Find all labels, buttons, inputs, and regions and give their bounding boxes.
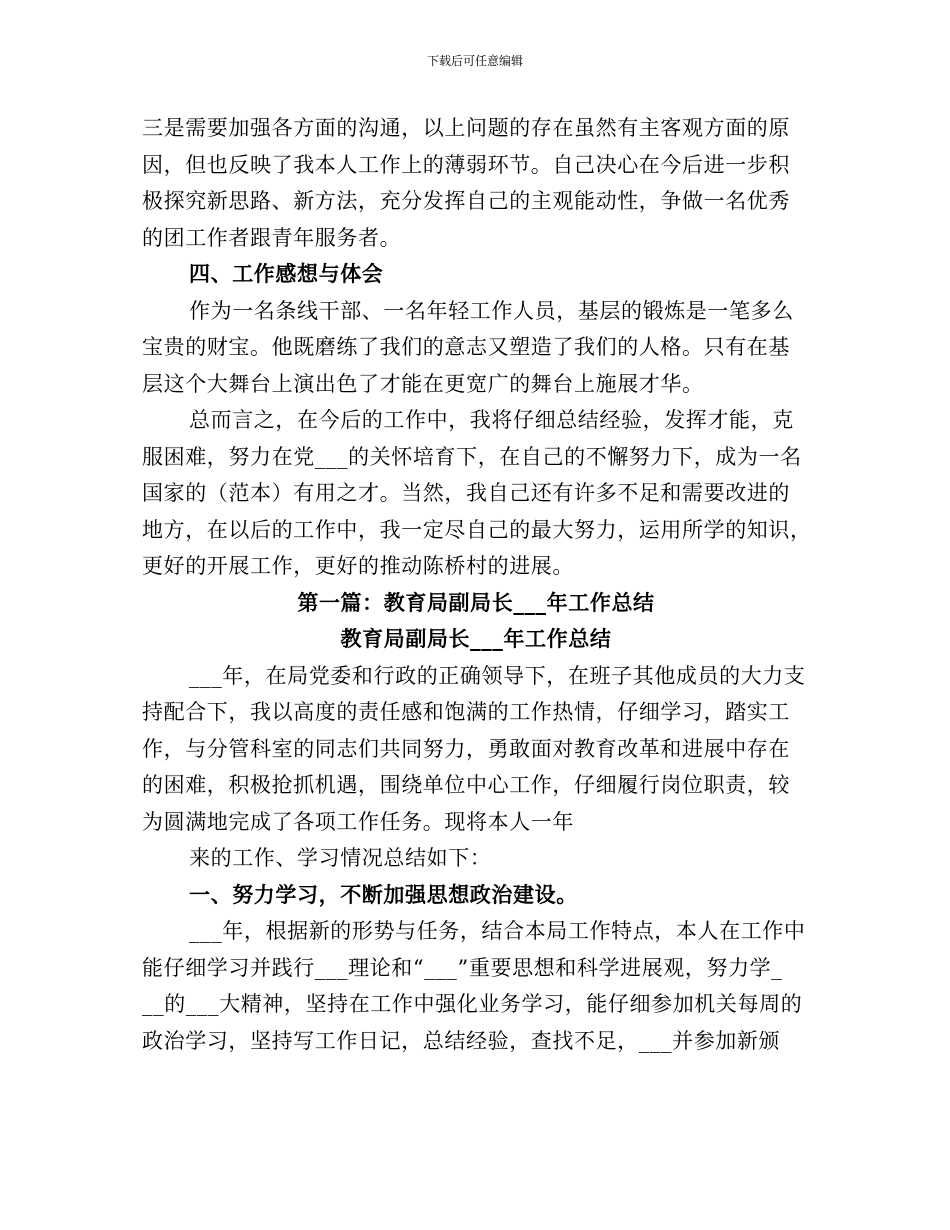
paragraph-line: 能仔细学习并践行___理论和“___”重要思想和科学进展观，努力学_ (142, 955, 783, 980)
paragraph-line: 来的工作、学习情况总结如下： (189, 846, 492, 870)
paragraph-line: 政治学习，坚持写工作日记，总结经验，查找不足，___并参加新颁 (142, 1028, 781, 1053)
paragraph-line: 作为一名条线干部、一名年轻工作人员，基层的锻炼是一笔多么 (189, 298, 794, 323)
paragraph-line: __的___大精神，坚持在工作中强化业务学习，能仔细参加机关每周的 (142, 992, 803, 1016)
paragraph-line: 地方，在以后的工作中，我一定尽自己的最大努力，运用所学的知识， (142, 517, 812, 542)
paragraph-line: 三是需要加强各方面的沟通，以上问题的存在虽然有主客观方面的原 (142, 116, 790, 140)
document-title: 教育局副局长___年工作总结 (340, 626, 612, 651)
document-body (142, 110, 810, 1059)
paragraph-line: 作，与分管科室的同志们共同努力，勇敢面对教育改革和进展中存在 (142, 736, 790, 761)
paragraph-line: 总而言之，在今后的工作中，我将仔细总结经验，发挥才能，克 (189, 408, 794, 432)
paragraph-line: 的团工作者跟青年服务者。 (142, 225, 402, 250)
paragraph-line: 层这个大舞台上演出色了才能在更宽广的舞台上施展才华。 (142, 371, 704, 396)
section-heading: 四、工作感想与体会 (189, 261, 384, 286)
paragraph-line: 服困难，努力在党___的关怀培育下，在自己的不懈努力下，成为一名 (142, 444, 802, 469)
paragraph-line: ___年，在局党委和行政的正确领导下，在班子其他成员的大力支 (189, 663, 806, 688)
paragraph-line: 国家的（范本）有用之才。当然，我自己还有许多不足和需要改进的 (142, 481, 790, 505)
paragraph-line: 宝贵的财宝。他既磨练了我们的意志又塑造了我们的人格。只有在基 (142, 335, 790, 359)
paragraph-line: 因，但也反映了我本人工作上的薄弱环节。自己决心在今后进一步积 (142, 152, 790, 177)
paragraph-line: 极探究新思路、新方法，充分发挥自己的主观能动性，争做一名优秀 (142, 189, 790, 213)
paragraph-line: 更好的开展工作，更好的推动陈桥村的进展。 (142, 554, 574, 578)
paragraph-line: ___年，根据新的形势与任务，结合本局工作特点，本人在工作中 (189, 919, 806, 943)
chapter-title: 第一篇：教育局副局长___年工作总结 (297, 589, 655, 615)
page-header: 下载后可任意编辑 (426, 54, 523, 68)
section-heading: 一、努力学习，不断加强思想政治建设。 (189, 881, 578, 907)
paragraph-line: 持配合下，我以高度的责任感和饱满的工作热情，仔细学习，踏实工 (142, 700, 790, 724)
paragraph-line: 为圆满地完成了各项工作任务。现将本人一年 (142, 809, 574, 834)
paragraph-line: 的困难，积极抢抓机遇，围绕单位中心工作，仔细履行岗位职责，较 (142, 773, 790, 797)
